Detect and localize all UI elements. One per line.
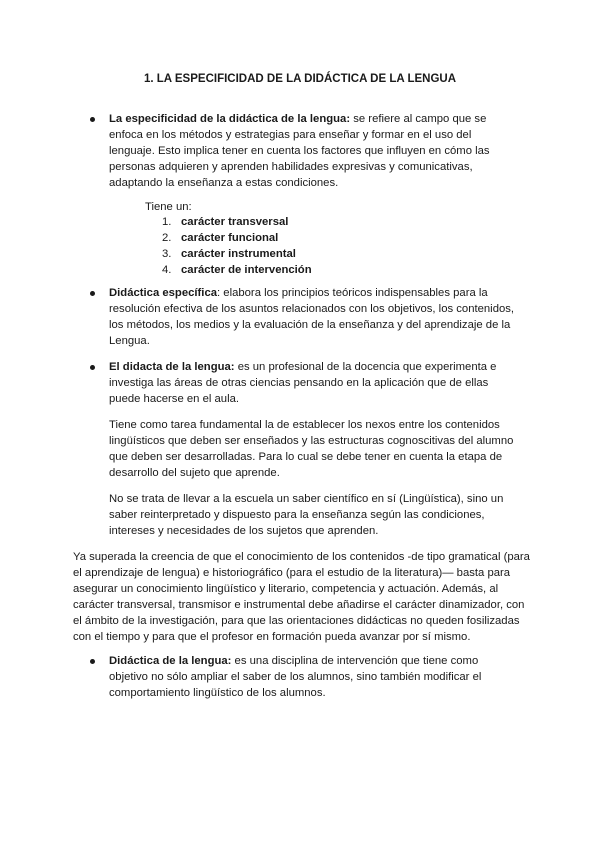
bullet-dot — [90, 291, 95, 296]
list-item: 1. carácter transversal — [162, 216, 289, 228]
term-didactica-especifica: Didáctica específica — [109, 287, 218, 299]
bullet-didacta — [90, 359, 520, 407]
list-item: 3. carácter instrumental — [162, 248, 296, 260]
term-didacta: El didacta de la lengua: — [109, 361, 235, 373]
term-especificidad: La especificidad de la didáctica de la lengua: — [109, 113, 351, 125]
bullet-didactica-especifica — [90, 285, 520, 349]
text-didactica-especifica: : elabora los principios teóricos indispensables para la resolución efectiva de los asuntos relacionados con los objetivos, los contenidos, los métodos, los medios y la evaluación de la enseñanza y del aprendizaje de la Lengua. — [109, 287, 515, 347]
text-especificidad: se refiere al campo que se enfoca en los métodos y estrategias para enseñar y formar en el uso del lenguaje. Esto implica tener en cuenta los factores que influyen en cómo las personas adquieren y aprenden habilidades expresivas y comunicativas, adaptando la enseñanza a estas condiciones. — [109, 113, 490, 189]
page-title: 1. LA ESPECIFICIDAD DE LA DIDÁCTICA DE LA LENGUA — [144, 73, 456, 85]
list-item: 4. carácter de intervención — [162, 264, 312, 276]
term-didactica-lengua: Didáctica de la lengua: — [109, 655, 232, 667]
bullet-especificidad — [90, 111, 520, 191]
general-paragraph: Ya superada la creencia de que el conocimiento de los contenidos -de tipo gramatical (para el aprendizaje de lengua) e historiográfico (para el estudio de la literatura)— basta para asegurar un conocimiento lingüístico y literario, competencia y actuación. Además, al carácter transversal, transmisor e instrumental debe añadirse el carácter dinamizador, con el ámbito de la investigación, para que las orientaciones didácticas no queden fosilizadas con el tiempo y para que el profesor en formación pueda avanzar por sí mismo. — [73, 551, 530, 643]
text-didacta: es un profesional de la docencia que experimenta e investiga las áreas de otras ciencias pensando en la aplicación que de ellas puede hacerse en el aula. — [109, 361, 497, 405]
didacta-paragraph-1: Tiene como tarea fundamental la de establecer los nexos entre los contenidos lingüísticos que deben ser enseñados y las estructuras cognoscitivas del alumno que deben ser desarrolladas. Para lo cual se debe tener en cuenta la etapa de desarrollo del sujeto que aprende. — [109, 419, 514, 479]
list-item: 2. carácter funcional — [162, 232, 279, 244]
bullet-didactica-lengua — [90, 653, 520, 701]
didacta-paragraph-2: No se trata de llevar a la escuela un saber científico en sí (Lingüística), sino un saber reinterpretado y dispuesto para la enseñanza según las condiciones, intereses y necesidades de los sujetos que aprenden. — [109, 493, 504, 537]
bullet-dot — [90, 659, 95, 664]
text-didactica-lengua: es una disciplina de intervención que tiene como objetivo no sólo ampliar el saber de los alumnos, sino también modificar el comportamiento lingüístico de los alumnos. — [109, 655, 482, 699]
bullet-dot — [90, 117, 95, 122]
characteristics-list — [162, 214, 312, 278]
bullet-dot — [90, 365, 95, 370]
characteristics-label: Tiene un: — [145, 201, 192, 213]
